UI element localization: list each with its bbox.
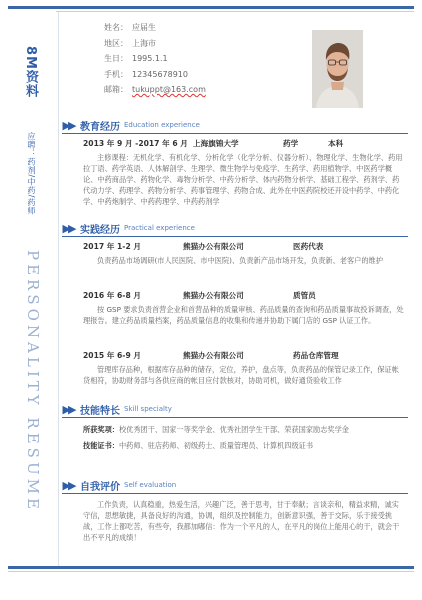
education-block xyxy=(83,138,406,207)
sidebar-divider xyxy=(58,12,59,566)
certs-row xyxy=(83,440,406,451)
practice-desc: 管理库存品种，根据库存品种的储存，定位，养护，盘点等，负责药品的保管记录工作，保证帐货相符，协助财务部与各供应商的帐目应付款核对，协助司机，做好通货验收工作 xyxy=(83,365,399,385)
sidebar-deco-text: PERSONALITY RESUME xyxy=(24,250,42,513)
section-header-skills xyxy=(62,402,172,416)
double-chevron-icon: ▶▶ xyxy=(62,118,74,132)
education-school: 上海旗锦大学 xyxy=(193,139,239,148)
education-desc: 主修课程：无机化学、有机化学、分析化学（化学分析、仪器分析）、物理化学、生物化学、药用拉丁语、药学英语、人体解剖学、生理学、微生物学与免疫学、生药学、药用植物学、中医药学概论、中药商品学、药物化学、毒物分析学、中药分析学、体内药物分析学、基础工程学、药剂学、药代动力学、药理学、药物分析学、药事管理学、药物合成、此外在中医药院校还开设中药学、中药化学、中药炮制学、中药药理学、中药药剂学 xyxy=(83,153,403,206)
double-chevron-icon: ▶▶ xyxy=(62,221,74,235)
personal-info xyxy=(104,22,206,100)
birth-label: 生日： xyxy=(104,54,128,63)
practice-item xyxy=(83,350,406,386)
education-major: 药学 xyxy=(283,139,299,148)
email-value[interactable]: tukuppt@163.com xyxy=(132,85,206,94)
double-chevron-icon: ▶▶ xyxy=(62,402,74,416)
practice-period: 2015 年 6-9 月 xyxy=(83,351,141,360)
practice-row-head xyxy=(83,290,406,301)
self-title-en: Self evaluation xyxy=(124,481,177,489)
skills-rule xyxy=(62,417,408,418)
name-label: 姓名： xyxy=(104,23,128,32)
info-row-email xyxy=(104,84,206,100)
education-period: 2013 年 9 月 -2017 年 6 月 xyxy=(83,139,188,148)
info-row-phone xyxy=(104,69,206,85)
bottom-border-bar xyxy=(8,566,414,569)
top-border-line xyxy=(8,11,414,12)
education-row-head xyxy=(83,138,406,149)
practice-company: 熊猫办公有限公司 xyxy=(183,242,244,251)
sidebar-job-target: 应聘：药剂/中药/药师 xyxy=(27,132,36,215)
self-desc: 工作负责，认真稳重，热爱生活，兴趣广泛，善于思考，甘于奉献；言谈亲和，精益求精，诚实守信，思想敏捷，具备良好的沟通，协调，组织及控制能力，创新意识强，善于交际，乐于接受挑战，工作上都吃苦，有些夸，我都加嘟信：作为一个平凡的人，在平凡的岗位上能用心的干，就会干出不平凡的成绩！ xyxy=(83,500,400,542)
self-block xyxy=(83,499,406,543)
person-portrait-icon xyxy=(312,30,363,108)
info-row-region xyxy=(104,38,206,54)
double-chevron-icon: ▶▶ xyxy=(62,478,74,492)
region-label: 地区： xyxy=(104,38,128,48)
phone-value: 12345678910 xyxy=(132,69,188,79)
bottom-border-line xyxy=(8,571,414,572)
practice-item xyxy=(83,241,406,266)
practice-desc: 负责药品市场调研(市人民医院、市中医院)、负责新产品市场开发，负责新、老客户的维护 xyxy=(97,256,383,265)
practice-company: 熊猫办公有限公司 xyxy=(183,351,244,360)
education-rule xyxy=(62,133,408,134)
practice-title-en: Practical experience xyxy=(124,224,195,232)
profile-photo xyxy=(312,30,363,108)
region-value: 上海市 xyxy=(132,38,156,48)
awards-row xyxy=(83,424,406,435)
skills-block xyxy=(83,424,406,451)
certs-label: 技能证书： xyxy=(83,441,119,450)
education-title: 教育经历 xyxy=(80,121,120,133)
practice-desc: 按 GSP 要求负责首营企业和首营品种的质量审核、药品质量的查询和药品质量事故投诉调查，处理报告。建立药品质量档案，药品质量信息的收集和传递并协助下属门店的 GSP 认证工作。 xyxy=(83,305,404,325)
self-title: 自我评价 xyxy=(80,481,120,493)
education-degree: 本科 xyxy=(328,139,344,148)
practice-role: 医药代表 xyxy=(293,242,324,251)
birth-value: 1995.1.1 xyxy=(132,54,168,63)
phone-label: 手机： xyxy=(104,69,128,79)
practice-company: 熊猫办公有限公司 xyxy=(183,291,244,300)
practice-role: 药品仓库管理 xyxy=(293,351,339,360)
email-label: 邮箱： xyxy=(104,85,128,94)
sidebar-title: 8M资料 xyxy=(23,46,38,98)
practice-period: 2016 年 6-8 月 xyxy=(83,291,141,300)
practice-title: 实践经历 xyxy=(80,224,120,236)
awards-value: 校优秀团干、国家一等奖学金、优秀社团学生干部、荣获国家励志奖学金 xyxy=(118,425,349,434)
practice-period: 2017 年 1-2 月 xyxy=(83,242,141,251)
awards-label: 所获奖项： xyxy=(83,425,119,434)
section-header-self xyxy=(62,478,176,492)
practice-item xyxy=(83,290,406,326)
practice-row-head xyxy=(83,241,406,252)
certs-value: 中药师、驻店药师、初级药士、质量管理员、计算机四级证书 xyxy=(118,441,314,450)
practice-rule xyxy=(62,236,408,237)
section-header-education xyxy=(62,118,200,132)
name-value: 应届生 xyxy=(132,23,156,32)
section-header-practice xyxy=(62,221,195,235)
skills-title: 技能特长 xyxy=(80,405,120,417)
education-title-en: Education experience xyxy=(124,121,200,129)
practice-row-head xyxy=(83,350,406,361)
self-rule xyxy=(62,493,408,494)
skills-title-en: Skill specialty xyxy=(124,405,172,413)
top-border-bar xyxy=(8,6,414,9)
info-row-birth xyxy=(104,53,206,69)
practice-role: 质管员 xyxy=(293,291,316,300)
info-row-name xyxy=(104,22,206,38)
